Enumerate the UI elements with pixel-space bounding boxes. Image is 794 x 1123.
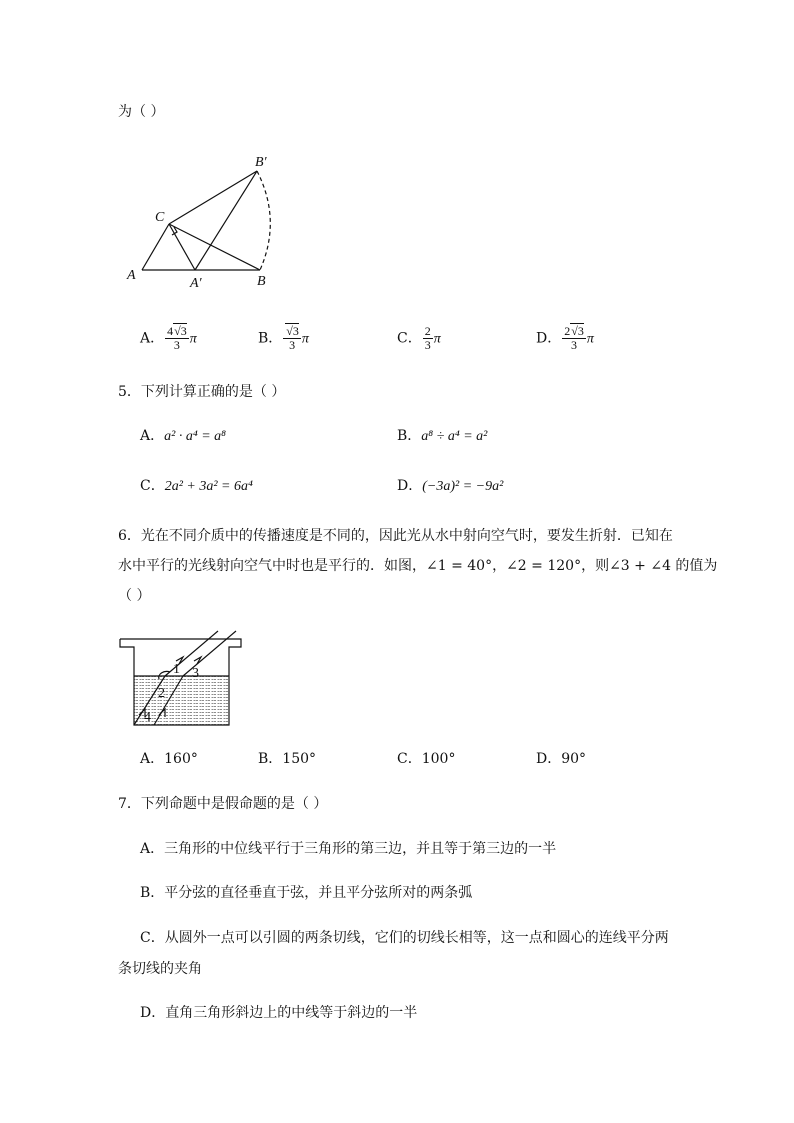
q7-option-c-line-1[interactable]: C．从圆外一点可以引圆的两条切线，它们的切线长相等，这一点和圆心的连线平分两 — [140, 930, 669, 946]
q7-stem: 7．下列命题中是假命题的是（ ） — [118, 796, 328, 812]
angle-label-4: 4 — [144, 710, 151, 725]
option-fraction: $\frac{2√3}{3}$ — [564, 324, 584, 352]
q4-rotation-figure — [120, 150, 280, 295]
q6-refraction-figure — [118, 627, 243, 729]
arrow-right-high — [194, 657, 201, 664]
segment-cb-prime — [169, 171, 257, 224]
segment-ac — [142, 224, 169, 270]
q6-option-c[interactable]: C．100° — [397, 751, 456, 767]
angle-label-1: 1 — [173, 662, 180, 677]
q4-option-a[interactable]: A． $\frac{4√3}{3}$ π — [140, 324, 197, 352]
q5-option-b[interactable]: B．a⁸ ÷ a⁴ = a² — [397, 428, 488, 444]
segment-a-prime-b-prime — [195, 171, 257, 270]
option-fraction: $\frac{√3}{3}$ — [283, 325, 301, 352]
q5-option-d[interactable]: D．(−3a)² = −9a² — [397, 478, 504, 494]
q6-option-b[interactable]: B．150° — [258, 751, 317, 767]
label-a-prime: A′ — [190, 276, 202, 291]
q4-option-d[interactable]: D． $\frac{2√3}{3}$ π — [536, 324, 594, 352]
q4-option-b[interactable]: B． $\frac{√3}{3}$ π — [258, 324, 309, 352]
label-a: A — [127, 268, 136, 283]
q5-option-c[interactable]: C．2a² + 3a² = 6a⁴ — [140, 478, 253, 494]
q6-stem-line-1: 6．光在不同介质中的传播速度是不同的，因此光从水中射向空气时，要发生折射．已知在 — [118, 528, 673, 544]
q7-option-c-line-2[interactable]: 条切线的夹角 — [118, 961, 202, 977]
option-expression: 2a² + 3a² = 6a⁴ — [164, 479, 253, 494]
q4-option-c[interactable]: C． $\frac{2}{3}$ π — [397, 324, 441, 352]
option-letter: B． — [258, 330, 283, 347]
q6-stem-line-3: （ ） — [118, 588, 151, 604]
option-fraction: $\frac{4√3}{3}$ — [167, 324, 187, 352]
option-expression: a⁸ ÷ a⁴ = a² — [421, 429, 488, 444]
label-b-prime: B′ — [255, 155, 267, 170]
option-expression: a² · a⁴ = a⁸ — [164, 429, 227, 444]
q5-option-a[interactable]: A．a² · a⁴ = a⁸ — [140, 428, 227, 444]
label-c: C — [155, 210, 165, 225]
q4-stem-tail: 为（ ） — [118, 104, 165, 120]
angle-label-2: 2 — [158, 686, 165, 701]
rotation-arc — [257, 171, 270, 270]
q7-option-a[interactable]: A．三角形的中位线平行于三角形的第三边，并且等于第三边的一半 — [140, 841, 557, 857]
q5-stem: 5．下列计算正确的是（ ） — [118, 384, 286, 400]
option-letter: A． — [140, 330, 165, 347]
q7-option-b[interactable]: B．平分弦的直径垂直于弦，并且平分弦所对的两条弧 — [140, 885, 473, 901]
option-expression: (−3a)² = −9a² — [422, 479, 504, 494]
option-letter: D． — [536, 330, 562, 347]
q6-stem-line-2: 水中平行的光线射向空气中时也是平行的．如图，∠1 = 40°，∠2 = 120°，则∠3 + ∠4 的值为 — [118, 558, 718, 574]
option-letter: C． — [397, 330, 422, 347]
q7-option-d[interactable]: D．直角三角形斜边上的中线等于斜边的一半 — [140, 1005, 418, 1021]
q6-option-a[interactable]: A．160° — [140, 751, 198, 767]
label-b: B — [257, 274, 266, 289]
angle-label-3: 3 — [192, 666, 199, 681]
q6-option-d[interactable]: D．90° — [536, 751, 587, 767]
option-fraction: $\frac{2}{3}$ — [424, 324, 431, 352]
